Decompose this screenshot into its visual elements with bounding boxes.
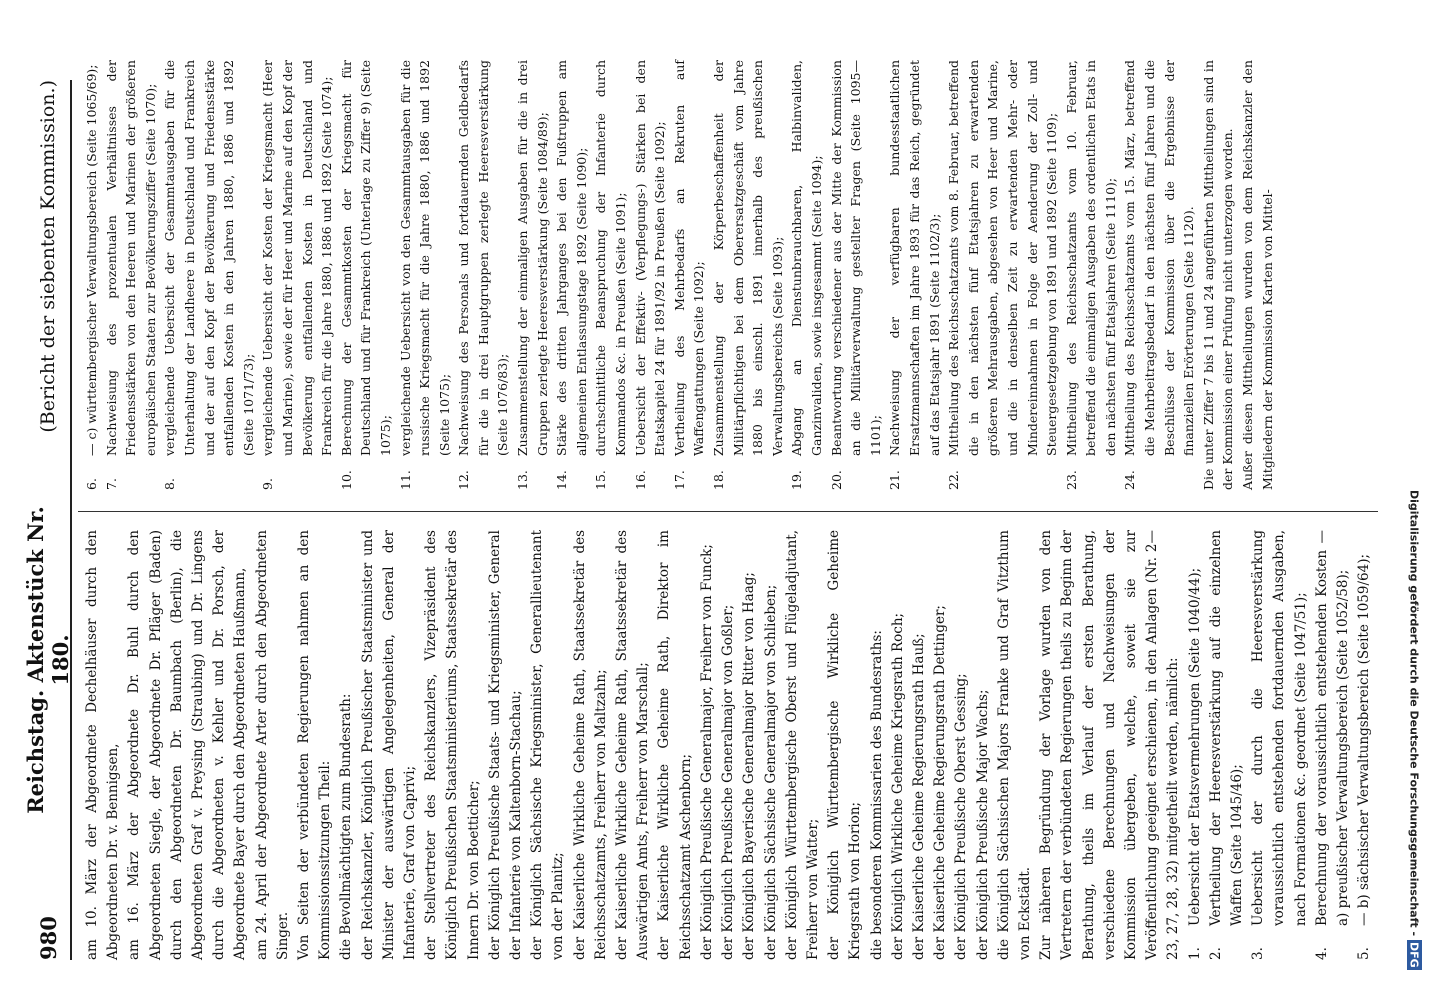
list-item [1120, 60, 1198, 490]
list-item-text: Nachweisung des prozentualen Verhältnisses der Friedensstärken von den Heeren und Marinen der größeren europäischen Staaten zur Bevölkerungsziffer (Seite 1070); [103, 60, 158, 456]
list-item [1312, 530, 1354, 960]
list-item [787, 60, 826, 490]
list-item-number: 7. [103, 478, 119, 490]
paragraph: der Königlich Preußische Generalmajor, Freiherr von Funck; [698, 544, 715, 960]
list-item-number: 23. [1063, 470, 1079, 490]
list-item-number: 24. [1122, 470, 1138, 490]
list-item [82, 60, 102, 490]
list-item-number: 22. [946, 470, 962, 490]
paragraph: der Königlich Württembergische Oberst und Flügeladjutant, Freiherr von Watter; [783, 530, 821, 960]
paragraph: der Königlich Preußische Oberst Gessing; [953, 673, 970, 960]
paragraph: der Königlich Sächsische Generalmajor von Schlieben; [762, 584, 779, 960]
paragraph: Zur näheren Begründung der Vorlage wurden von den Vertretern der verbündeten Regierungen theils zu Beginn der Berathung, theils im Verlauf der ersten Berathung, verschiedene Berechnungen und Nachweisungen der Kommission übergeben, welche, soweit sie zur Veröffentlichung geeignet erschienen, in den Anlagen (Nr. 2—23, 27, 28, 32) mitgetheilt werden, nämlich: [1038, 530, 1182, 960]
list-item [670, 60, 709, 490]
list-item-text: Uebersicht der durch die Heeresverstärkung voraussichtlich entstehenden fortdauernden Ausgaben, nach Formationen &c. geordnet (Seite 1047/51); [1250, 530, 1309, 926]
paragraph: Von Seiten der verbündeten Regierungen nahmen an den Kommissionssitzungen Theil: [296, 530, 334, 960]
list-item [1062, 60, 1121, 490]
list-item-number: 15. [593, 470, 609, 490]
paragraph: am 24. April der Abgeordnete Arter durch den Abgeordneten Singer. [253, 530, 291, 960]
column-divider [78, 511, 1378, 512]
list-item-text: Mittheilung des Reichsschatzamts vom 10. Februar, betreffend die einmaligen Ausgaben des ordentlichen Etats in den nächsten fünf Etatsjahren (Seite 1110); [1063, 60, 1118, 456]
list-item-text: Berechnung der voraussichtlich entstehenden Kosten — a) preußischer Verwaltungsbereich (Seite 1052/58); [1313, 530, 1351, 926]
list-item-text: Zusammenstellung der einmaligen Ausgaben für die in drei Gruppen zerlegte Heeresverstärkung (Seite 1084/89); [515, 60, 550, 456]
list-item [1206, 530, 1248, 960]
list-item [396, 60, 455, 490]
list-item-text: durchschnittliche Beanspruchung der Infanterie durch Kommandos &c. in Preußen (Seite 1091); [593, 60, 629, 456]
page-number: 980 [35, 916, 61, 960]
list-item [1354, 530, 1375, 960]
header-rule [70, 80, 72, 960]
paragraph: der Kaiserliche Wirkliche Geheime Rath, Staatssekretär des Auswärtigen Amts, Freiherr von Marschall; [614, 530, 652, 960]
list-item-text: — c) württembergischer Verwaltungsbereich (Seite 1065/69); [84, 64, 99, 456]
list-item-text: vergleichende Uebersicht der Kosten der Kriegsmacht (Heer und Marine), sowie der für Heer und Marine auf den Kopf der Bevölkerung entfallenden Kosten in Deutschland und Frankreich für die Jahre 1880, 1886 und 1892 (Seite 1074); [260, 60, 335, 456]
list-item-text: Uebersicht der Etatsvermehrungen (Seite 1040/44); [1186, 567, 1203, 926]
paragraph: Die unter Ziffer 7 bis 11 und 24 angeführten Mittheilungen sind in der Kommission einer Prüfung nicht unterzogen worden. [1200, 60, 1236, 490]
list-item-number: 12. [456, 470, 472, 490]
list-item-text: Vertheilung des Mehrbedarfs an Rekruten auf Waffengattungen (Seite 1092); [671, 60, 707, 456]
paragraph: der Königlich Preußische Major Wachs; [974, 689, 991, 960]
list-item [102, 60, 161, 490]
paragraph: am 10. März der Abgeordnete Dechelhäuser durch den Abgeordneten Dr. v. Bennigsen, [84, 530, 122, 960]
paragraph: am 16. März der Abgeordnete Dr. Buhl durch den Abgeordneten Siegle, der Abgeordnete Dr. Pfläger (Baden) durch den Abgeordneten Dr. Baumbach (Berlin), die Abgeordneten Graf v. Preysing (Straubing) und Dr. Lingens durch die Abgeordneten v. Kehler und Dr. Porsch, der Abgeordnete Bayer durch den Abgeordneten Haußmann, [126, 530, 249, 960]
list-item-text: vergleichende Uebersicht der Gesammtausgaben für die Unterhaltung der Landheere in Deutschland und Frankreich und der auf den Kopf der Bevölkerung und Friedensstärke entfallenden Kosten in den Jahren 1880, 1886 und 1892 (Seite 1071/73); [162, 60, 256, 456]
list-item [591, 60, 630, 490]
list-item-number: 6. [84, 478, 99, 490]
page-subtitle: (Bericht der siebenten Kommission.) [37, 80, 59, 433]
list-item-number: 5. [1356, 947, 1373, 960]
list-item-number: 17. [671, 470, 687, 490]
paragraph: Außer diesen Mittheilungen wurden von dem Reichskanzler den Mitgliedern der Kommission Karten von Mittel- [1240, 60, 1275, 490]
paragraph: der Königlich Preußische Generalmajor von Goßler; [720, 604, 737, 960]
list-item-number: 1. [1186, 947, 1203, 960]
list-item-number: 13. [515, 470, 531, 490]
list-item-number: 11. [397, 470, 413, 490]
list-item-text: Nachweisung der verfügbaren bundesstaatlichen Ersatzmannschaften im Jahre 1893 für das Reich, gegründet auf das Etatsjahr 1891 (Seite 1102/3); [887, 60, 942, 456]
page-header [23, 80, 73, 960]
paragraph: der Königlich Preußische Staats- und Kriegsminister, General der Infanterie von Kaltenborn-Stachau; [486, 530, 525, 960]
list-item-text: vergleichende Uebersicht von den Gesammtausgaben für die russische Kriegsmacht für die Jahre 1880, 1886 und 1892 (Seite 1075); [397, 60, 452, 456]
list-item [258, 60, 336, 490]
list-item [337, 60, 396, 490]
right-column [82, 60, 1277, 490]
list-item-text: Beantwortung verschiedener aus der Mitte der Kommission an die Militärverwaltung gestellter Fragen (Seite 1095—1101); [828, 60, 883, 456]
list-item-number: 8. [162, 478, 178, 490]
list-item-text: Mittheilung des Reichsschatzamts vom 8. Februar, betreffend die in den nächsten fünf Etatsjahren zu erwartenden größeren Mehrausgaben, abgesehen von Heer und Marine, und die in denselben Zeit zu erwartenden Mehr- oder Mindereinnahmen in Folge der Aenderung der Zoll- und Steuergesetzgebung von 1891 und 1892 (Seite 1109); [946, 60, 1060, 456]
list-item [885, 60, 944, 490]
list-item [631, 60, 670, 490]
list-item [827, 60, 886, 490]
list-item-number: 18. [711, 470, 726, 490]
paragraph: die besonderen Kommissarien des Bundesraths: [868, 630, 885, 960]
paragraph: der Königlich Wirkliche Geheime Kriegsrath Roch; [889, 612, 906, 960]
list-item-number: 10. [338, 470, 354, 490]
list-item-number: 19. [789, 470, 805, 490]
list-item-text: Stärke des dritten Jahrganges bei den Fußtruppen am allgemeinen Entlassungstage 1892 (Seite 1090); [554, 60, 589, 456]
paragraph: der Reichskanzler, Königlich Preußischer Staatsminister und Minister der auswärtigen Angelegenheiten, General der Infanterie, Graf von Caprivi; [359, 530, 419, 960]
paragraph: der Königlich Württembergische Wirkliche Geheime Kriegsrath von Horion; [826, 530, 864, 960]
list-item [552, 60, 591, 490]
paragraph: der Königlich Bayerische Generalmajor Ritter von Haag; [741, 572, 758, 960]
paragraph: der Kaiserliche Geheime Regierungsrath Dettinger; [932, 605, 949, 960]
list-item-text: — b) sächsischer Verwaltungsbereich (Seite 1059/64); [1356, 553, 1373, 926]
paragraph: der Kaiserliche Wirkliche Geheime Rath, Direktor im Reichsschatzamt Aschenborn; [656, 530, 694, 960]
list-item-text: Uebersicht der Effektiv- (Verpflegungs-) Stärken bei den Etatskapitel 24 für 1891/92 in Preußen (Seite 1092); [632, 60, 668, 456]
list-item-text: Nachweisung des Personals und fortdauernden Geldbedarfs für die in drei Hauptgruppen zerlegte Heeresverstärkung (Seite 1076/83); [456, 60, 511, 456]
list-item-text: Mittheilung des Reichsschatzamts vom 15. März, betreffend die Mehrbeitragsbedarf in den nächsten fünf Jahren und die Beschlüsse der Kommission über die Ergebnisse der finanziellen Erörterungen (Seite 1120). [1122, 60, 1197, 456]
page-title: Reichstag. Aktenstück Nr. 180. [23, 506, 73, 814]
list-item-number: 3. [1250, 947, 1267, 960]
list-item [1185, 530, 1206, 960]
list-item-text: Abgang an Dienstunbrauchbaren, Halbinvaliden, Ganzinvaliden, sowie insgesammt (Seite 1094); [789, 60, 824, 456]
dfg-badge: DFG [1407, 942, 1421, 968]
rotated-document-page [0, 40, 1400, 1000]
list-item [944, 60, 1062, 490]
paragraph: der Stellvertreter des Reichskanzlers, Vizepräsident des Königlich Preußischen Staatsministeriums, Staatssekretär des Innern Dr. von Boetticher; [423, 530, 482, 960]
list-item [160, 60, 258, 490]
left-column [82, 530, 1375, 960]
paragraph: der Kaiserliche Geheime Regierungsrath Hauß; [910, 633, 927, 960]
paragraph: die Königlich Sächsischen Majors Franke und Graf Vitzthum von Eckstädt. [995, 530, 1033, 960]
list-item [454, 60, 513, 490]
list-item-number: 16. [632, 470, 648, 490]
side-note [1404, 30, 1424, 970]
list-item [709, 60, 787, 490]
list-item-number: 9. [260, 478, 276, 490]
list-item-number: 20. [828, 470, 844, 490]
list-item-number: 4. [1313, 947, 1330, 960]
paragraph: der Königlich Sächsische Kriegsminister, Generallieutenant von der Planitz; [529, 530, 567, 960]
paragraph: die Bevollmächtigten zum Bundesrath: [338, 693, 355, 960]
list-item [513, 60, 552, 490]
list-item-number: 2. [1207, 947, 1224, 960]
side-note-text: Digitalisierung gefördert durch die Deutsche Forschungsgemeinschaft - [1407, 490, 1421, 937]
paragraph: der Kaiserliche Wirkliche Geheime Rath, Staatssekretär des Reichsschatzamts, Freiherr von Maltzahn; [571, 530, 609, 960]
list-item-text: Vertheilung der Heeresverstärkung auf die einzelnen Waffen (Seite 1045/46); [1207, 530, 1245, 926]
list-item-number: 21. [887, 470, 903, 490]
list-item-number: 14. [554, 470, 570, 490]
list-item-text: Berechnung der Gesammtkosten der Kriegsmacht für Deutschland und für Frankreich (Unterlage zu Ziffer 9) (Seite 1075); [338, 60, 393, 456]
list-item [1248, 530, 1312, 960]
list-item-text: Zusammenstellung der Körperbeschaffenheit der Militärpflichtigen bei dem Oberersatzgeschäft vom Jahre 1880 bis einschl. 1891 innerhalb des preußischen Verwaltungsbereichs (Seite 1093); [711, 60, 785, 456]
